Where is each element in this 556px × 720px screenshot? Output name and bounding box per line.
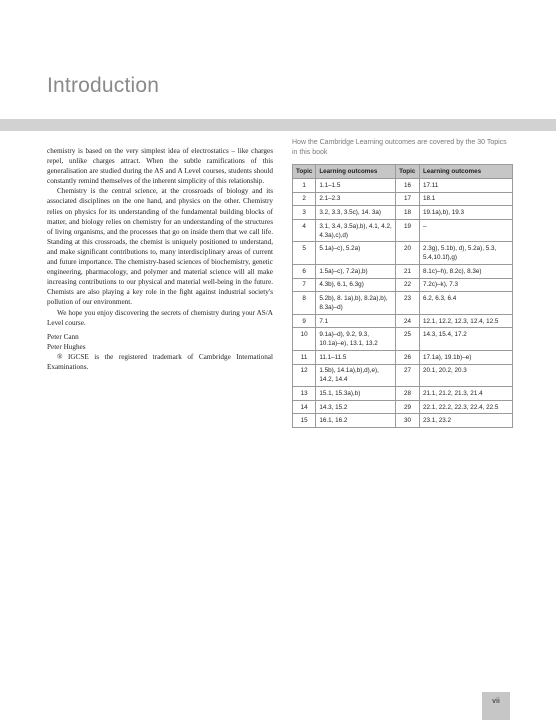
author-name: Peter Hughes xyxy=(47,342,86,351)
topic-number-cell: 9 xyxy=(293,314,316,328)
topic-number-cell: 26 xyxy=(396,350,420,364)
topic-number-cell: 1 xyxy=(293,179,316,193)
learning-outcomes-cell: 1.5a)–c), 7.2a),b) xyxy=(316,264,396,278)
learning-outcomes-cell: 2.3g), 5.1b), d), 5.2a), 5.3, 5.4,10.1f),g) xyxy=(420,242,513,265)
topic-number-cell: 15 xyxy=(293,414,316,428)
topic-number-cell: 11 xyxy=(293,350,316,364)
topic-number-cell: 2 xyxy=(293,192,316,206)
table-row xyxy=(293,314,513,328)
table-row xyxy=(293,292,513,315)
learning-outcomes-cell: – xyxy=(420,219,513,242)
learning-outcomes-cell: 3.1, 3.4, 3.5a),b), 4.1, 4.2, 4.3a),c),d) xyxy=(316,219,396,242)
topic-number-cell: 6 xyxy=(293,264,316,278)
paragraph: chemistry is based on the very simplest idea of electrostatics – like charges repel, unlike charges attract. When the subtle ramifications of this generalisation are studied during the AS and A Level courses, students should constantly remind themselves of the inherent simplicity of this relationship. xyxy=(47,147,273,186)
learning-outcomes-cell: 17.1a), 19.1b)–e) xyxy=(420,350,513,364)
learning-outcomes-cell: 3.2, 3.3, 3.5c), 14. 3a) xyxy=(316,206,396,220)
footnote: ® IGCSE is the registered trademark of Cambridge International Examinations. xyxy=(47,352,273,371)
learning-outcomes-cell: 7.2c)–k), 7.3 xyxy=(420,278,513,292)
topic-number-cell: 4 xyxy=(293,219,316,242)
topic-number-cell: 25 xyxy=(396,328,420,351)
table-row xyxy=(293,350,513,364)
learning-outcomes-cell: 19.1a),b), 19.3 xyxy=(420,206,513,220)
learning-outcomes-cell: 4.3b), 6.1, 6.3g) xyxy=(316,278,396,292)
learning-outcomes-cell: 9.1a)–d), 9.2, 9.3, 10.1a)–e), 13.1, 13.2 xyxy=(316,328,396,351)
table-header-row xyxy=(293,165,513,179)
learning-outcomes-cell: 14.3, 15.2 xyxy=(316,400,396,414)
learning-outcomes-cell: 18.1 xyxy=(420,192,513,206)
learning-outcomes-cell: 21.1, 21.2, 21.3, 21.4 xyxy=(420,387,513,401)
learning-outcomes-cell: 11.1–11.5 xyxy=(316,350,396,364)
topic-number-cell: 19 xyxy=(396,219,420,242)
topic-number-cell: 18 xyxy=(396,206,420,220)
table-row xyxy=(293,328,513,351)
topic-number-cell: 27 xyxy=(396,364,420,387)
paragraph: Chemistry is the central science, at the crossroads of biology and its associated disciplines on the one hand, and physics on the other. Chemistry relies on physics for its understanding of the fundamental building blocks of matter, and biology relies on chemistry for an understanding of the structures of living organisms, and the processes that go on inside them that we call life. Standing at this crossroads, the chemist is uniquely positioned to understand, and make significant contributions to, many interdisciplinary areas of current and future importance. The chemistry-based sciences of biochemistry, genetic engineering, pharmacology, and polymer and material science will all make increasing contributions to our physical and material well-being in the future. Chemists are also playing a key role in the fight against industrial society's pollution of our environment. xyxy=(47,187,273,307)
topic-number-cell: 24 xyxy=(396,314,420,328)
table-row xyxy=(293,242,513,265)
table-row xyxy=(293,192,513,206)
topic-number-cell: 16 xyxy=(396,179,420,193)
topic-number-cell: 3 xyxy=(293,206,316,220)
topic-number-cell: 28 xyxy=(396,387,420,401)
topic-number-cell: 12 xyxy=(293,364,316,387)
learning-outcomes-cell: 2.1–2.3 xyxy=(316,192,396,206)
table-row xyxy=(293,364,513,387)
learning-outcomes-cell: 6.2, 6.3, 6.4 xyxy=(420,292,513,315)
learning-outcomes-cell: 5.1a)–c), 5.2a) xyxy=(316,242,396,265)
learning-outcomes-cell: 15.1, 15.3a),b) xyxy=(316,387,396,401)
page-number: vii xyxy=(482,692,510,720)
learning-outcomes-cell: 17.11 xyxy=(420,179,513,193)
learning-outcomes-cell: 8.1c)–h), 8.2c), 8.3e) xyxy=(420,264,513,278)
topic-number-cell: 17 xyxy=(396,192,420,206)
learning-outcomes-cell: 1.1–1.5 xyxy=(316,179,396,193)
learning-outcomes-cell: 22.1, 22.2, 22.3, 22.4, 22.5 xyxy=(420,400,513,414)
table-row xyxy=(293,219,513,242)
table-caption: How the Cambridge Learning outcomes are covered by the 30 Topics in this book xyxy=(292,139,507,156)
column-header-topic: Topic xyxy=(293,165,316,179)
learning-outcomes-table xyxy=(292,164,513,428)
topic-number-cell: 5 xyxy=(293,242,316,265)
topic-number-cell: 10 xyxy=(293,328,316,351)
topic-number-cell: 21 xyxy=(396,264,420,278)
topic-number-cell: 8 xyxy=(293,292,316,315)
learning-outcomes-cell: 23.1, 23.2 xyxy=(420,414,513,428)
author-name: Peter Cann xyxy=(47,332,79,341)
table-row xyxy=(293,179,513,193)
table-row xyxy=(293,264,513,278)
page-title: Introduction xyxy=(47,74,160,97)
topic-number-cell: 30 xyxy=(396,414,420,428)
paragraph: We hope you enjoy discovering the secrets of chemistry during your AS/A Level course. xyxy=(47,308,273,327)
learning-outcomes-cell: 5.2b), 8. 1a),b), 8.2a),b), 8.3a)–d) xyxy=(316,292,396,315)
learning-outcomes-cell: 16.1, 16.2 xyxy=(316,414,396,428)
column-header-outcomes: Learning outcomes xyxy=(316,165,396,179)
topic-number-cell: 14 xyxy=(293,400,316,414)
learning-outcomes-cell: 20.1, 20.2, 20.3 xyxy=(420,364,513,387)
body-text xyxy=(47,146,273,372)
learning-outcomes-cell: 7.1 xyxy=(316,314,396,328)
topic-number-cell: 22 xyxy=(396,278,420,292)
table-row xyxy=(293,278,513,292)
table-row xyxy=(293,387,513,401)
topic-number-cell: 29 xyxy=(396,400,420,414)
column-header-outcomes: Learning outcomes xyxy=(420,165,513,179)
learning-outcomes-cell: 14.3, 15.4, 17.2 xyxy=(420,328,513,351)
learning-outcomes-cell: 1.5b), 14.1a),b),d),e), 14.2, 14.4 xyxy=(316,364,396,387)
table-body xyxy=(293,179,513,428)
table-row xyxy=(293,414,513,428)
column-header-topic: Topic xyxy=(396,165,420,179)
topic-number-cell: 13 xyxy=(293,387,316,401)
header-bar xyxy=(0,119,556,131)
topic-number-cell: 7 xyxy=(293,278,316,292)
table-row xyxy=(293,206,513,220)
table-row xyxy=(293,400,513,414)
topic-number-cell: 23 xyxy=(396,292,420,315)
learning-outcomes-cell: 12.1, 12.2, 12.3, 12.4, 12.5 xyxy=(420,314,513,328)
topic-number-cell: 20 xyxy=(396,242,420,265)
